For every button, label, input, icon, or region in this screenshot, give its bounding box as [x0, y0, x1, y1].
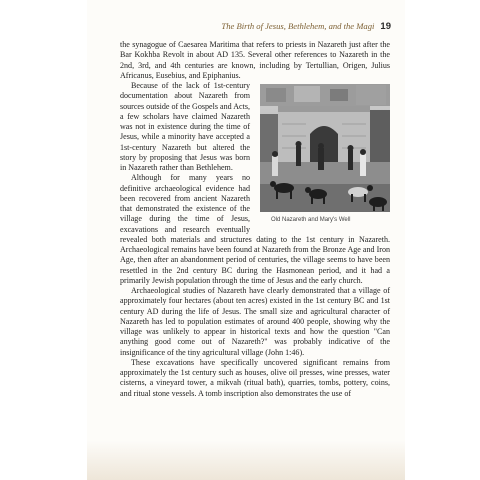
- page-number: 19: [380, 21, 391, 32]
- running-header: [221, 21, 391, 32]
- paragraph-2-text: Because of the lack of 1st-century documentation about Nazareth from sources outside of the Gospels and Acts, a few scholars have claimed Nazareth was not in existence during the time of Jesus, while a minority have accepted a 1st-century Nazareth but altered the story by proposing that Jesus was born in Nazareth rather than Bethlehem.: [120, 81, 250, 172]
- paragraph-3: Although for many years no definitive archaeological evidence had been recovered from ancient Nazareth that demonstrated the existence of the village during the time of Jesus, excavations and research eventually revealed both materials and structures dating to the 1st century in Nazareth. Archaeological remains have been found at Nazareth from the Bronze Age and Iron Age, then after an abandonment period of centuries, the village seems to have been resettled in the 2nd century BC during the Hasmonean period, and it had a primarily Jewish population through the time of Jesus and the early church.: [120, 173, 390, 285]
- body-text: [120, 40, 390, 399]
- figure: [260, 84, 390, 224]
- running-title: The Birth of Jesus, Bethlehem, and the Magi: [221, 21, 375, 31]
- paragraph-5: These excavations have specifically uncovered significant remains from approximately the 1st century such as houses, olive oil presses, wine presses, water cisterns, a vineyard tower, a mikvah (ritual bath), quarries, tombs, pottery, coins, and ritual stone vessels. A tomb inscription also demonstrates the use of: [120, 357, 390, 398]
- nazareth-well-photo: [260, 84, 390, 212]
- paragraph-2: [120, 81, 390, 223]
- book-page: [87, 0, 405, 480]
- paragraph-1: the synagogue of Caesarea Maritima that refers to priests in Nazareth just after the Bar Kokhba Revolt in about AD 135. Several other references to Nazareth in the 2nd, 3rd, and 4th centuries are known, including by Tertullian, Origen, Julius Africanus, Eusebius, and Epiphanius.: [120, 40, 390, 80]
- figure-caption: Old Nazareth and Mary's Well: [271, 217, 351, 223]
- paragraph-4: Archaeological studies of Nazareth have clearly demonstrated that a village of approximately four hectares (about ten acres) existed in the 1st century BC and 1st century AD during the life of Jesus. The small size and agricultural character of Nazareth has led to population estimates of around 400 people, showing why the village was unlikely to appear in historical texts and how the question "Can anything good come out of Nazareth?" was probably indicative of the insignificance of the tiny agricultural village (John 1:46).: [120, 286, 390, 357]
